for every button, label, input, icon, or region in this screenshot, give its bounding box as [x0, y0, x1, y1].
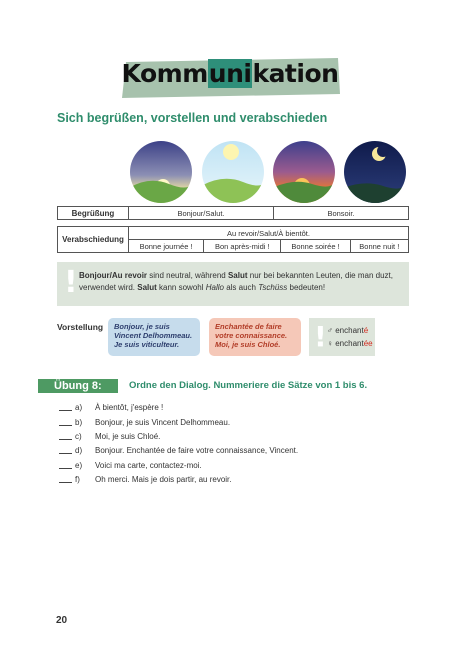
gender-note-box — [309, 318, 375, 356]
greeting-day-cell: Bonjour/Salut. — [129, 207, 274, 220]
farewell-day-cell: Bonne journée ! — [129, 240, 204, 253]
info-box — [57, 262, 409, 306]
answer-blank[interactable] — [59, 439, 72, 440]
farewell-night-cell: Bonne nuit ! — [350, 240, 408, 253]
farewell-evening-cell: Bonne soirée ! — [281, 240, 350, 253]
exercise-item: e) Voici ma carte, contactez-moi. — [59, 461, 202, 470]
exercise-item: d) Bonjour. Enchantée de faire votre connaissance, Vincent. — [59, 446, 298, 455]
answer-blank[interactable] — [59, 410, 72, 411]
title-part-2: uni — [208, 59, 252, 88]
farewell-afternoon-cell: Bon après-midi ! — [204, 240, 281, 253]
section-title: Sich begrüßen, vorstellen und verabschieden — [57, 111, 328, 125]
farewell-table — [57, 226, 409, 253]
greeting-label: Begrüßung — [58, 207, 129, 220]
page-number: 20 — [56, 615, 68, 626]
exclamation-icon: ! — [314, 320, 327, 353]
answer-blank[interactable] — [59, 468, 72, 469]
female-form: ♀ enchantée — [327, 339, 373, 348]
night-image — [343, 140, 407, 204]
exclamation-icon: ! — [64, 265, 78, 300]
greeting-table — [57, 206, 409, 220]
page-title — [118, 56, 342, 100]
exercise-item: a) À bientôt, j'espère ! — [59, 403, 163, 412]
exercise-badge: Übung 8: — [38, 379, 118, 393]
introduction-label: Vorstellung — [57, 322, 104, 332]
farewell-general-cell: Au revoir/Salut/À bientôt. — [129, 227, 409, 240]
answer-blank[interactable] — [59, 425, 72, 426]
sunset-image — [272, 140, 336, 204]
female-symbol-icon: ♀ — [327, 339, 333, 348]
male-symbol-icon: ♂ — [327, 326, 333, 335]
title-part-3: kation — [252, 59, 339, 88]
male-form: ♂ enchanté — [327, 326, 369, 335]
greeting-evening-cell: Bonsoir. — [274, 207, 409, 220]
male-speech-bubble: Bonjour, je suis Vincent Delhommeau. Je suis viticulteur. — [108, 318, 200, 356]
sunrise-image — [129, 140, 193, 204]
exercise-item: c) Moi, je suis Chloé. — [59, 432, 160, 441]
midday-image — [201, 140, 265, 204]
exercise-item: b) Bonjour, je suis Vincent Delhommeau. — [59, 418, 230, 427]
answer-blank[interactable] — [59, 453, 72, 454]
info-text: Bonjour/Au revoir sind neutral, während Salut nur bei bekannten Leuten, die man duzt, verwendet wird. Salut kann sowohl Hallo als auch Tschüss bedeuten! — [79, 271, 393, 292]
title-part-1: Komm — [121, 59, 208, 88]
farewell-label: Verabschiedung — [58, 227, 129, 253]
answer-blank[interactable] — [59, 482, 72, 483]
exercise-instruction: Ordne den Dialog. Nummeriere die Sätze von 1 bis 6. — [129, 380, 368, 391]
female-speech-bubble: Enchantée de faire votre connaissance. Moi, je suis Chloé. — [209, 318, 301, 356]
exercise-item: f) Oh merci. Mais je dois partir, au revoir. — [59, 475, 232, 484]
